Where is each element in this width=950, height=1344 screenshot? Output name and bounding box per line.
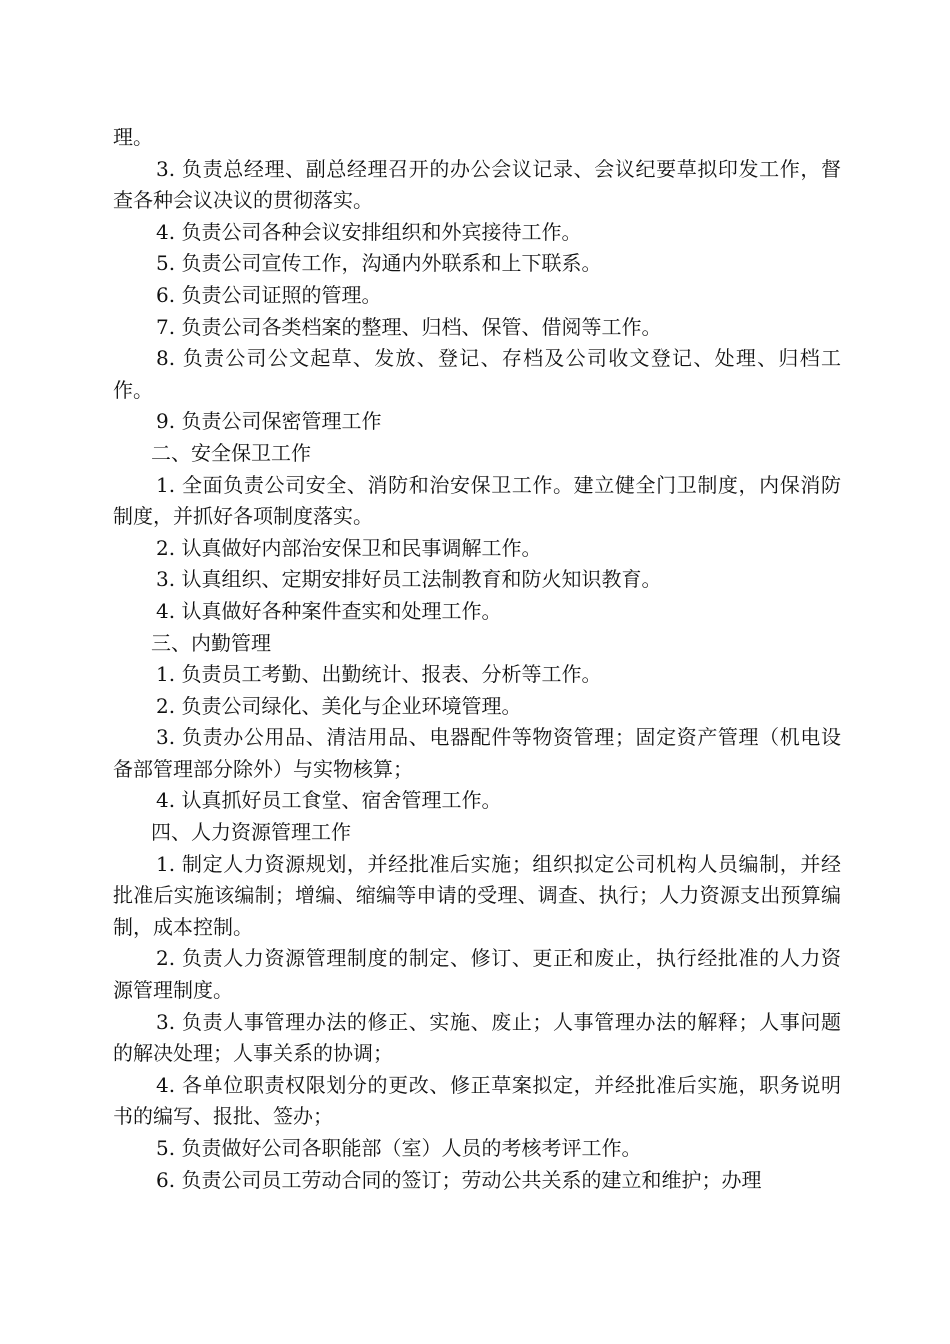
list-item: 3. 负责人事管理办法的修正、实施、废止；人事管理办法的解释；人事问题的解决处理；人事关系的协调；	[113, 1009, 841, 1066]
list-item: 4. 认真抓好员工食堂、宿舍管理工作。	[156, 788, 502, 813]
list-item: 6. 负责公司员工劳动合同的签订；劳动公共关系的建立和维护；办理	[156, 1167, 762, 1192]
list-item: 5. 负责做好公司各职能部（室）人员的考核考评工作。	[156, 1136, 642, 1160]
list-item: 3. 认真组织、定期安排好员工法制教育和防火知识教育。	[156, 567, 662, 592]
paragraph-continuation: 理。	[113, 125, 153, 149]
document-body	[113, 122, 841, 1196]
list-item: 4. 各单位职责权限划分的更改、修正草案拟定，并经批准后实施，职务说明书的编写、报批、签办；	[113, 1072, 841, 1129]
section-heading: 三、内勤管理	[151, 630, 271, 655]
list-item: 1. 负责员工考勤、出勤统计、报表、分析等工作。	[156, 662, 602, 687]
list-item: 4. 认真做好各种案件查实和处理工作。	[156, 598, 502, 623]
list-item: 2. 负责人力资源管理制度的制定、修订、更正和废止，执行经批准的人力资源管理制度。	[113, 946, 841, 1003]
list-item: 1. 制定人力资源规划，并经批准后实施；组织拟定公司机构人员编制，并经批准后实施该编制；增编、缩编等申请的受理、调查、执行；人力资源支出预算编制，成本控制。	[113, 851, 841, 939]
list-item: 5. 负责公司宣传工作，沟通内外联系和上下联系。	[156, 251, 602, 276]
list-item: 2. 负责公司绿化、美化与企业环境管理。	[156, 693, 522, 718]
list-item: 8. 负责公司公文起草、发放、登记、存档及公司收文登记、处理、归档工作。	[113, 346, 841, 402]
list-item: 4. 负责公司各种会议安排组织和外宾接待工作。	[156, 219, 582, 244]
list-item: 6. 负责公司证照的管理。	[156, 282, 382, 307]
list-item: 1. 全面负责公司安全、消防和治安保卫工作。建立健全门卫制度，内保消防制度，并抓好各项制度落实。	[113, 472, 841, 529]
list-item: 9. 负责公司保密管理工作	[156, 409, 382, 434]
list-item: 7. 负责公司各类档案的整理、归档、保管、借阅等工作。	[156, 314, 662, 339]
list-item: 2. 认真做好内部治安保卫和民事调解工作。	[156, 535, 542, 560]
list-item: 3. 负责办公用品、清洁用品、电器配件等物资管理；固定资产管理（机电设备部管理部分除外）与实物核算；	[113, 725, 841, 781]
list-item: 3. 负责总经理、副总经理召开的办公会议记录、会议纪要草拟印发工作，督查各种会议决议的贯彻落实。	[113, 156, 841, 213]
section-heading: 四、人力资源管理工作	[151, 820, 351, 845]
section-heading: 二、安全保卫工作	[151, 440, 311, 465]
